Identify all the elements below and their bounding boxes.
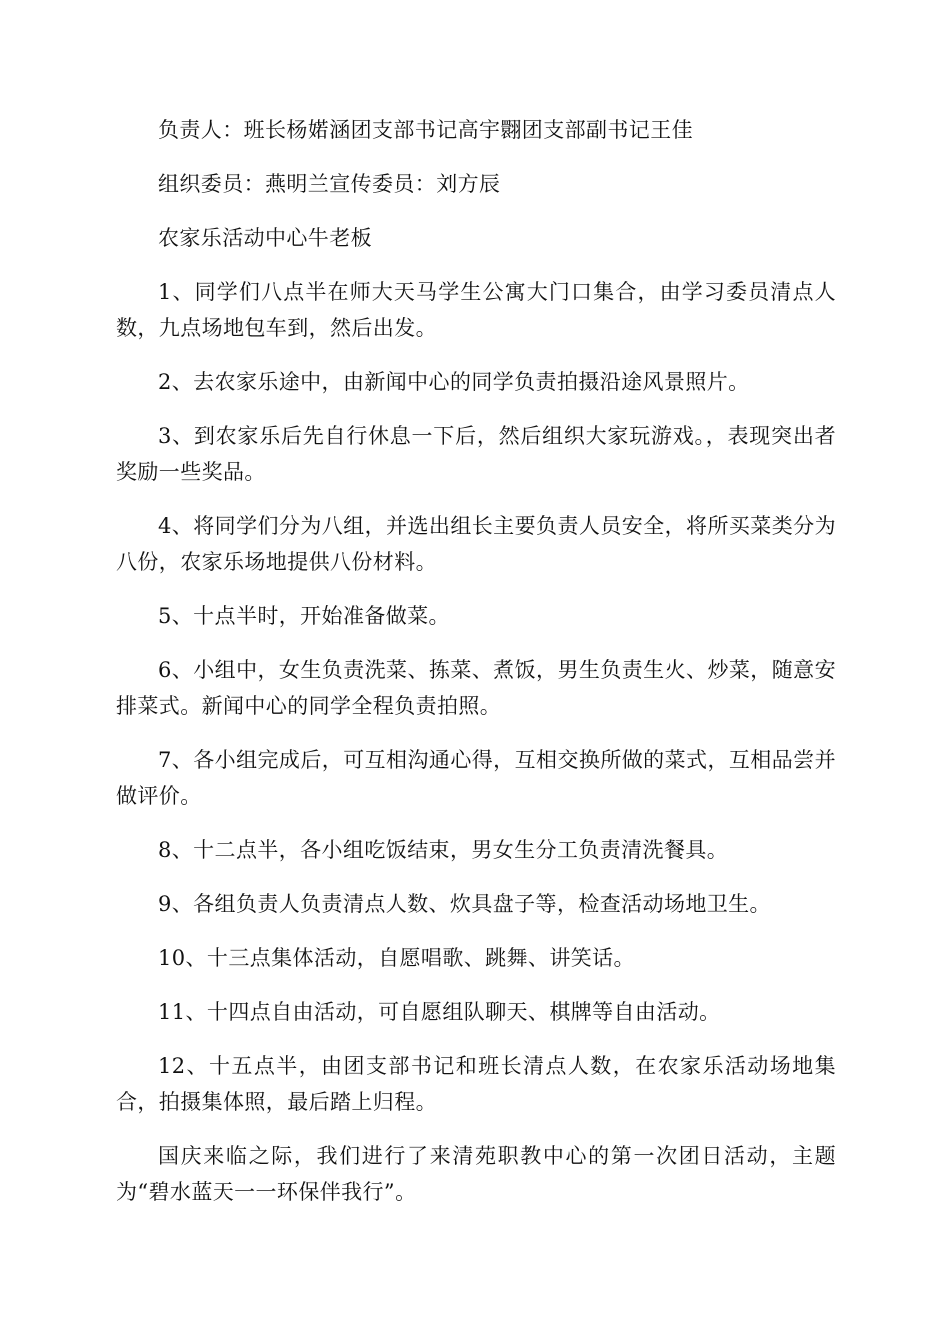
- paragraph-step-11: 11、十四点自由活动，可自愿组队聊天、棋牌等自由活动。: [158, 1000, 721, 1024]
- paragraph-step-9: 9、各组负责人负责清点人数、炊具盘子等，检查活动场地卫生。: [158, 892, 771, 916]
- paragraph-step-12: 12、十五点半，由团支部书记和班长清点人数，在农家乐活动场地集合，拍摄集体照，最后踏上归程。: [116, 1054, 836, 1114]
- paragraph-step-8: 8、十二点半，各小组吃饭结束，男女生分工负责清洗餐具。: [158, 838, 729, 862]
- document-body: [116, 112, 836, 1210]
- paragraph-responsible-persons: 负责人：班长杨婼涵团支部书记高宇翾团支部副书记王佳: [158, 118, 693, 142]
- paragraph-step-5: 5、十点半时，开始准备做菜。: [158, 604, 450, 628]
- paragraph-step-2: 2、去农家乐途中，由新闻中心的同学负责拍摄沿途风景照片。: [158, 370, 750, 394]
- paragraph-activity-center: 农家乐活动中心牛老板: [158, 226, 372, 250]
- paragraph-step-10: 10、十三点集体活动，自愿唱歌、跳舞、讲笑话。: [158, 946, 635, 970]
- paragraph-step-3: 3、到农家乐后先自行休息一下后，然后组织大家玩游戏。，表现突出者奖励一些奖品。: [116, 424, 836, 484]
- paragraph-national-day-theme: 国庆来临之际，我们进行了来清苑职教中心的第一次团日活动，主题为“碧水蓝天一一环保伴我行”。: [116, 1144, 836, 1204]
- paragraph-step-4: 4、将同学们分为八组，并选出组长主要负责人员安全，将所买菜类分为八份，农家乐场地提供八份材料。: [116, 514, 836, 574]
- paragraph-committee-members: 组织委员：燕明兰宣传委员：刘方辰: [158, 172, 501, 196]
- paragraph-step-1: 1、同学们八点半在师大天马学生公寓大门口集合，由学习委员清点人数，九点场地包车到，然后出发。: [116, 280, 836, 340]
- paragraph-step-7: 7、各小组完成后，可互相沟通心得，互相交换所做的菜式，互相品尝并做评价。: [116, 748, 836, 808]
- paragraph-step-6: 6、小组中，女生负责洗菜、拣菜、煮饭，男生负责生火、炒菜，随意安排菜式。新闻中心的同学全程负责拍照。: [116, 658, 836, 718]
